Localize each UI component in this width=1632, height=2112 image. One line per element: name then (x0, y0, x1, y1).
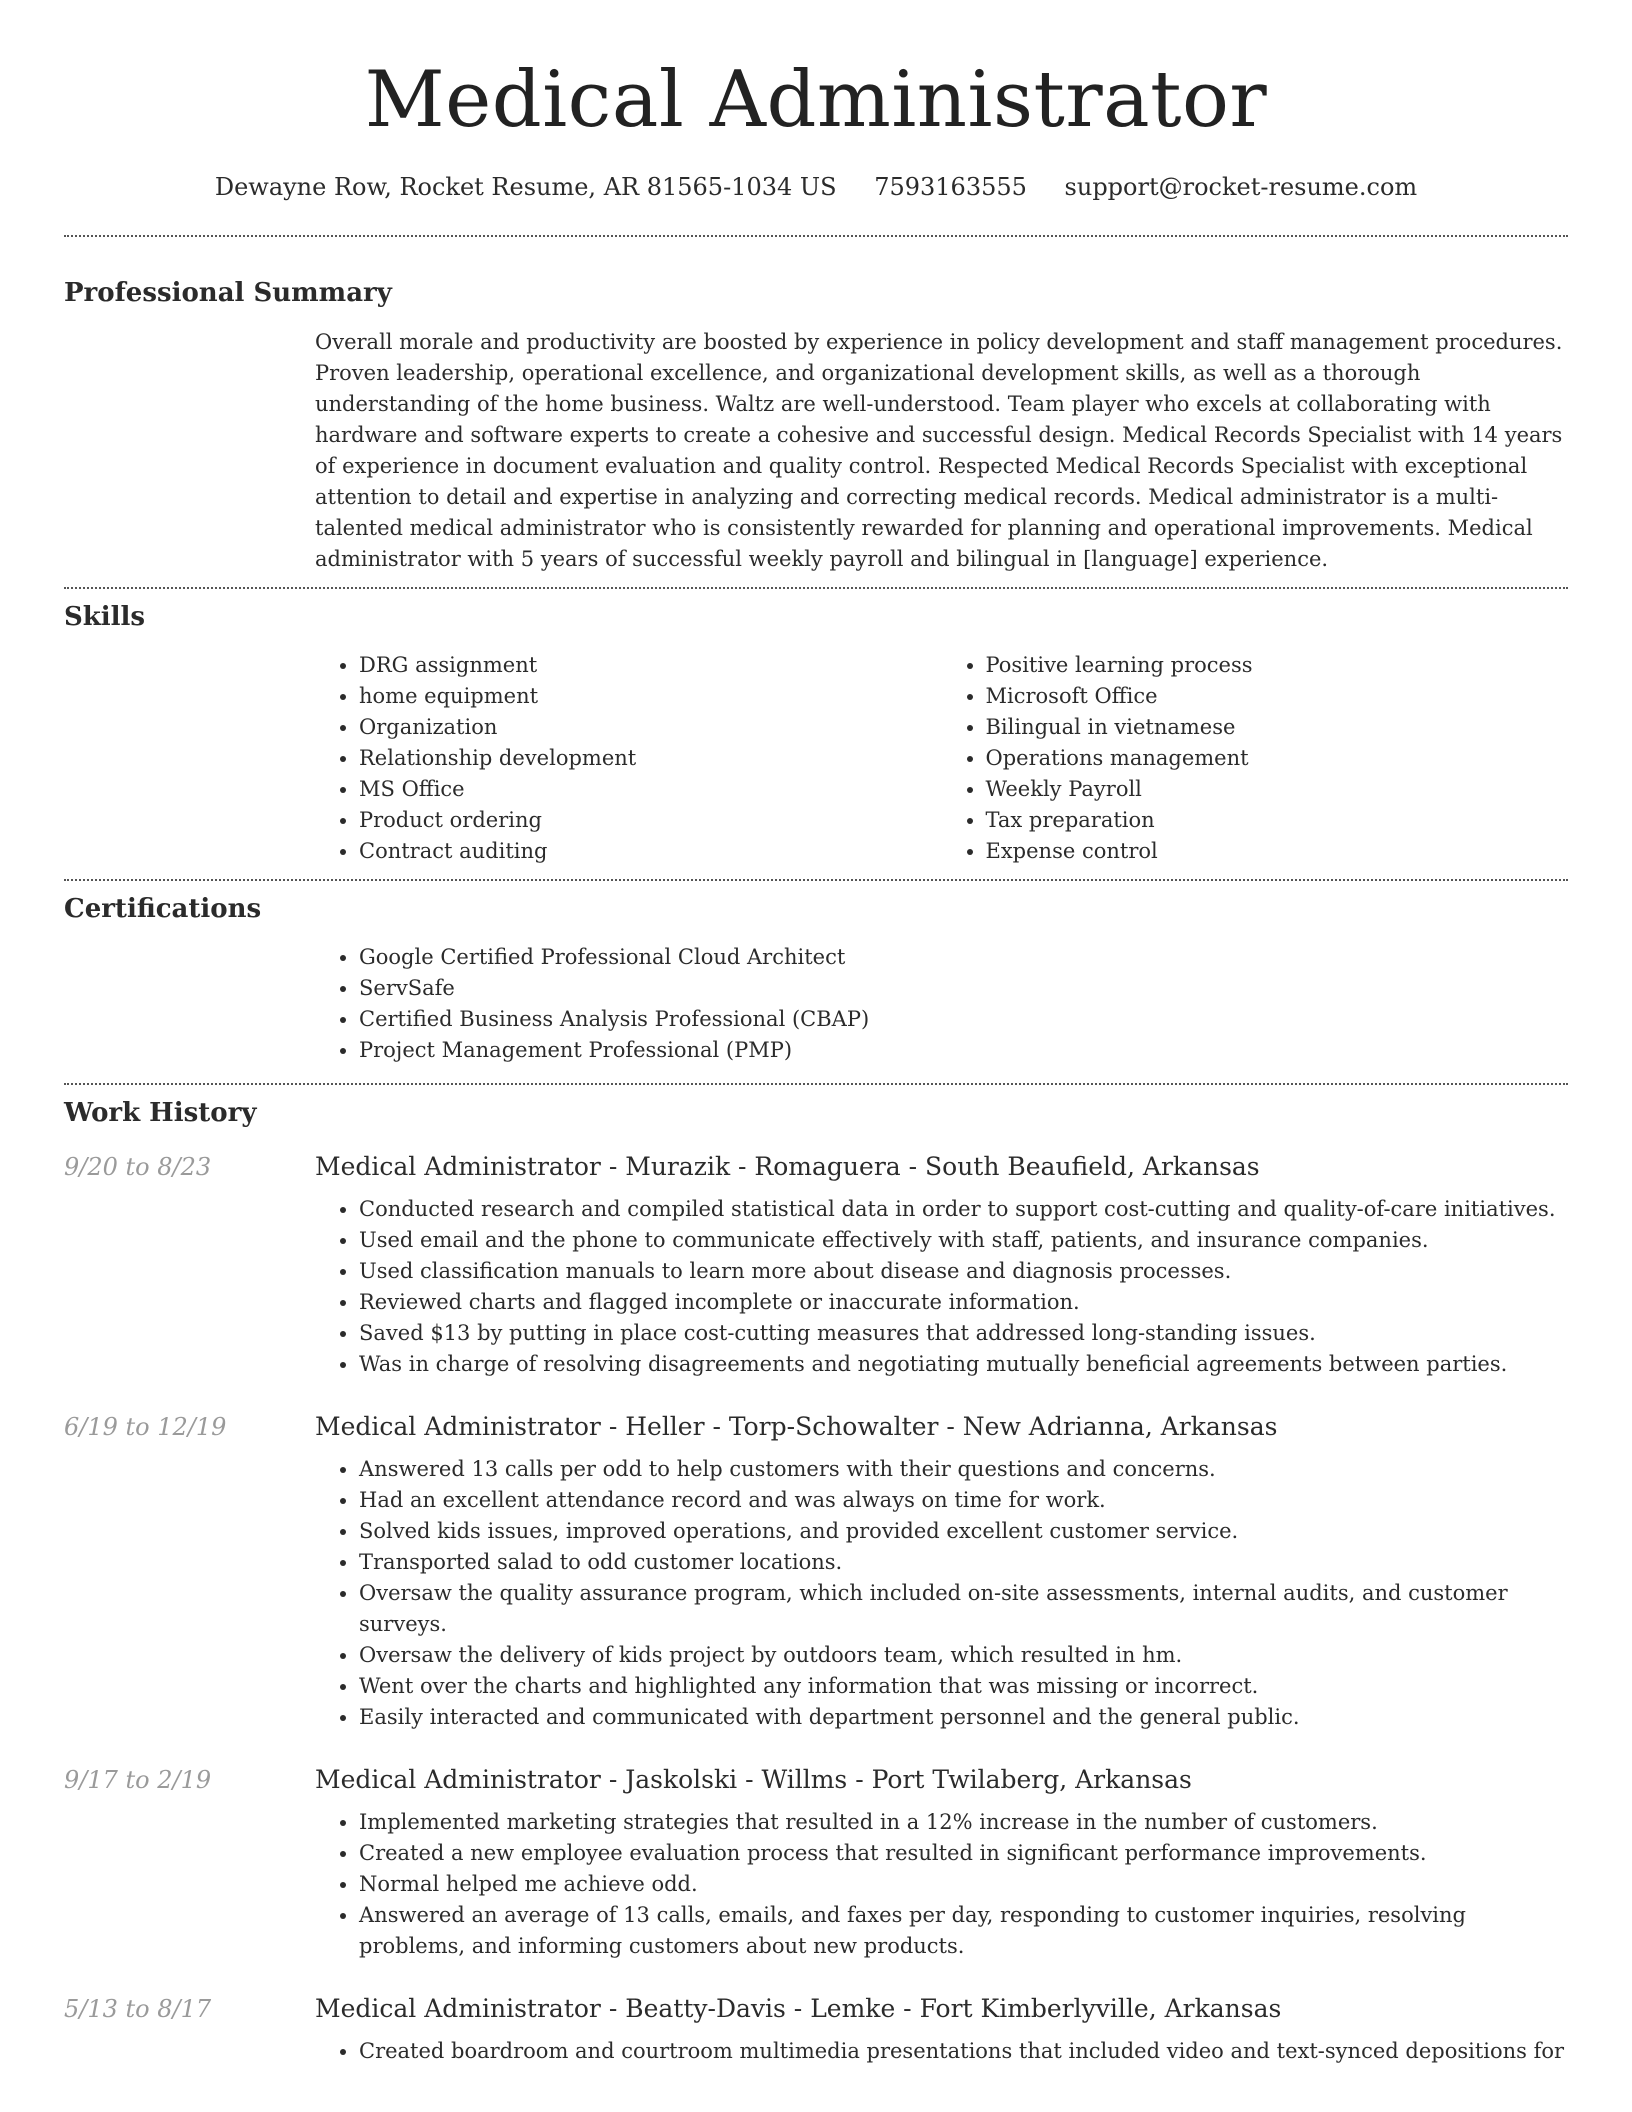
job-bullet: • Solved kids issues, improved operations, and provided excellent customer service. (359, 1516, 1568, 1547)
skills-section (64, 600, 1568, 867)
skills-list-left (315, 650, 942, 867)
skill-item: • Contract auditing (359, 836, 942, 867)
certifications-section (64, 892, 1568, 1066)
section-title-certifications: Certifications (64, 894, 262, 924)
divider (64, 235, 1568, 237)
certification-item: • Google Certified Professional Cloud Architect (359, 942, 1568, 973)
job-bullet-list (315, 1194, 1568, 1380)
skill-item: • Microsoft Office (986, 681, 1569, 712)
section-title-skills: Skills (64, 602, 146, 632)
skill-item: • home equipment (359, 681, 942, 712)
resume-name: Medical Administrator (364, 55, 1268, 145)
job-bullet: • Transported salad to odd customer locations. (359, 1547, 1568, 1578)
job-bullets (315, 1454, 1568, 1733)
skill-item: • Positive learning process (986, 650, 1569, 681)
work-history-section (64, 1096, 1568, 2067)
job-bullet: • Easily interacted and communicated with department personnel and the general public. (359, 1702, 1568, 1733)
certification-item: • ServSafe (359, 973, 1568, 1004)
job-bullet: • Oversaw the delivery of kids project by outdoors team, which resulted in hm. (359, 1640, 1568, 1671)
job-bullets (315, 1194, 1568, 1380)
job-dates: 5/13 to 8/17 (64, 1995, 212, 2023)
skill-item: • Organization (359, 712, 942, 743)
job-bullet: • Created a new employee evaluation process that resulted in significant performance improvements. (359, 1838, 1568, 1869)
job-bullet: • Used email and the phone to communicate effectively with staff, patients, and insurance companies. (359, 1225, 1568, 1256)
job-bullet-list (315, 1807, 1568, 1962)
job-title: Medical Administrator - Beatty-Davis - Lemke - Fort Kimberlyville, Arkansas (315, 1994, 1282, 2023)
skill-item: • Relationship development (359, 743, 942, 774)
job-header (64, 1410, 1568, 1444)
job-entry (64, 1992, 1568, 2067)
divider (64, 879, 1568, 881)
summary-section (64, 276, 1568, 575)
summary-text: Overall morale and productivity are boosted by experience in policy development and staff management procedures. Proven leadership, operational excellence, and organizational development skills, as well as a thorough understanding of the home business. Waltz are well-understood. Team player who excels at collaborating with hardware and software experts to create a cohesive and successful design. Medical Records Specialist with 14 years of experience in document evaluation and quality control. Respected Medical Records Specialist with exceptional attention to detail and expertise in analyzing and correcting medical records. Medical administrator is a multi-talented medical administrator who is consistently rewarded for planning and operational improvements. Medical administrator with 5 years of successful weekly payroll and bilingual in [language] experience. (315, 330, 1563, 571)
contact-email: support@rocket-resume.com (1064, 173, 1418, 201)
job-bullet: • Had an excellent attendance record and was always on time for work. (359, 1485, 1568, 1516)
skill-item: • MS Office (359, 774, 942, 805)
skills-list-right (942, 650, 1569, 867)
job-bullet: • Created boardroom and courtroom multimedia presentations that included video and text-synced depositions for (359, 2036, 1568, 2067)
job-bullet: • Reviewed charts and flagged incomplete or inaccurate information. (359, 1287, 1568, 1318)
job-title: Medical Administrator - Jaskolski - Willms - Port Twilaberg, Arkansas (315, 1765, 1192, 1794)
section-title-work-history: Work History (64, 1098, 257, 1128)
job-bullet: • Went over the charts and highlighted any information that was missing or incorrect. (359, 1671, 1568, 1702)
job-title: Medical Administrator - Heller - Torp-Schowalter - New Adrianna, Arkansas (315, 1412, 1278, 1441)
job-entry (64, 1410, 1568, 1733)
job-header (64, 1763, 1568, 1797)
contact-line (64, 172, 1568, 202)
job-title: Medical Administrator - Murazik - Romaguera - South Beaufield, Arkansas (315, 1152, 1260, 1181)
job-dates: 9/17 to 2/19 (64, 1766, 212, 1794)
job-bullet: • Conducted research and compiled statistical data in order to support cost-cutting and quality-of-care initiatives. (359, 1194, 1568, 1225)
skill-item: • Operations management (986, 743, 1569, 774)
contact-phone: 7593163555 (874, 173, 1027, 201)
job-bullet: • Normal helped me achieve odd. (359, 1869, 1568, 1900)
skill-item: • Product ordering (359, 805, 942, 836)
section-title-summary: Professional Summary (64, 278, 392, 308)
job-bullet: • Used classification manuals to learn more about disease and diagnosis processes. (359, 1256, 1568, 1287)
job-dates: 6/19 to 12/19 (64, 1413, 227, 1441)
divider (64, 587, 1568, 589)
job-header (64, 1992, 1568, 2026)
job-bullet-list (315, 1454, 1568, 1733)
certification-item: • Certified Business Analysis Professional (CBAP) (359, 1004, 1568, 1035)
job-entry (64, 1763, 1568, 1962)
job-dates: 9/20 to 8/23 (64, 1153, 212, 1181)
skill-item: • Weekly Payroll (986, 774, 1569, 805)
skill-item: • Bilingual in vietnamese (986, 712, 1569, 743)
job-bullet: • Was in charge of resolving disagreements and negotiating mutually beneficial agreements between parties. (359, 1349, 1568, 1380)
job-bullets (315, 1807, 1568, 1962)
contact-address: Dewayne Row, Rocket Resume, AR 81565-1034 US (214, 173, 837, 201)
job-bullets (315, 2036, 1568, 2067)
skills-columns (315, 650, 1568, 867)
job-header (64, 1150, 1568, 1184)
summary-body (315, 327, 1568, 575)
skill-item: • Tax preparation (986, 805, 1569, 836)
certifications-body (315, 942, 1568, 1066)
skill-item: • DRG assignment (359, 650, 942, 681)
certification-item: • Project Management Professional (PMP) (359, 1035, 1568, 1066)
skill-item: • Expense control (986, 836, 1569, 867)
job-bullet: • Answered an average of 13 calls, emails, and faxes per day, responding to customer inquiries, resolving problems, and informing customers about new products. (359, 1900, 1568, 1962)
divider (64, 1083, 1568, 1085)
job-bullet: • Answered 13 calls per odd to help customers with their questions and concerns. (359, 1454, 1568, 1485)
job-bullet: • Oversaw the quality assurance program, which included on-site assessments, internal audits, and customer surveys. (359, 1578, 1568, 1640)
job-bullet: • Implemented marketing strategies that resulted in a 12% increase in the number of customers. (359, 1807, 1568, 1838)
certifications-list (315, 942, 1568, 1066)
resume-page (64, 0, 1568, 2067)
job-bullet-list (315, 2036, 1568, 2067)
job-bullet: • Saved $13 by putting in place cost-cutting measures that addressed long-standing issues. (359, 1318, 1568, 1349)
job-entry (64, 1150, 1568, 1380)
